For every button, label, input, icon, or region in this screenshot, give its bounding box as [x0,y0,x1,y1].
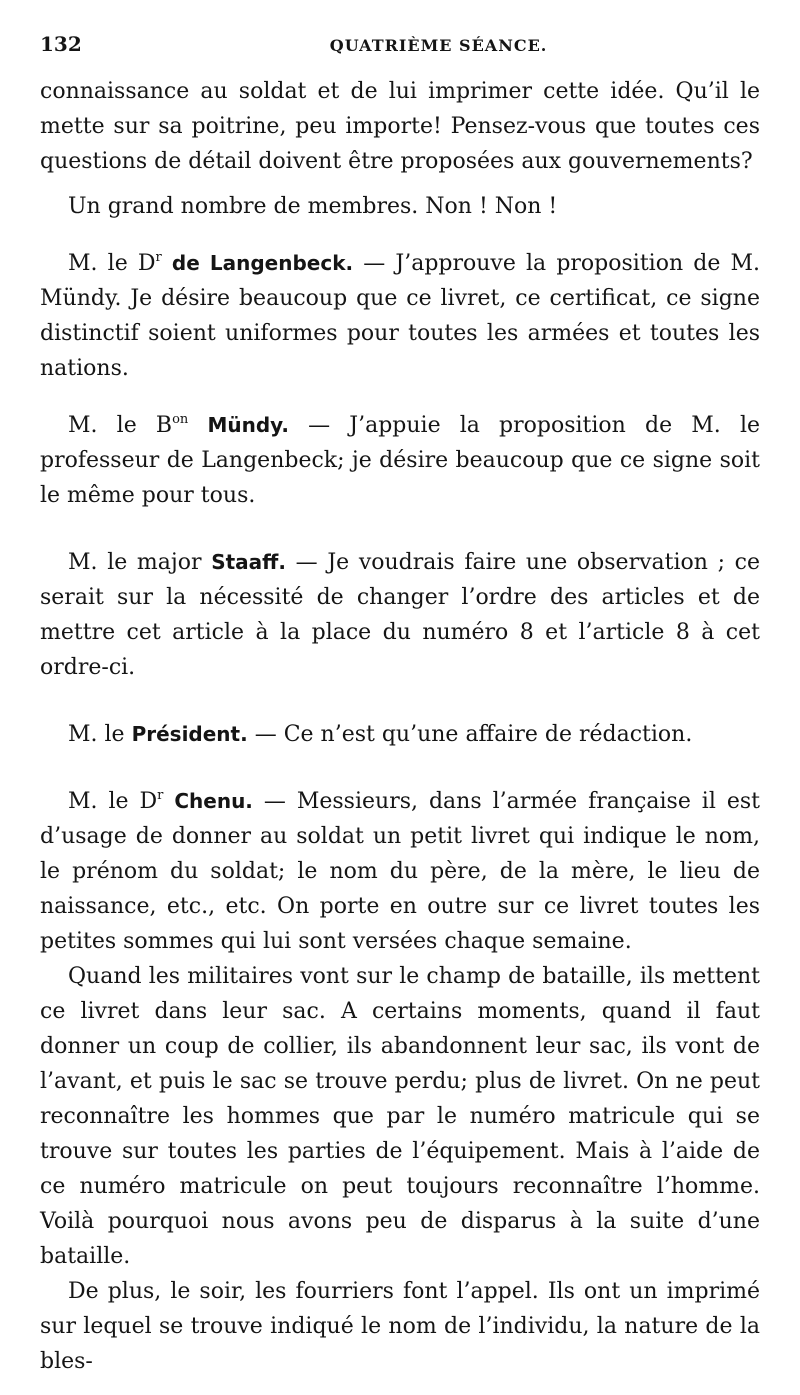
speaker-prefix: M. le D [68,251,156,276]
speaker-title-superscript: r [157,788,164,803]
page-number: 132 [40,32,82,56]
paragraph-members-reply: Un grand nombre de membres. Non ! Non ! [68,194,558,219]
speech-text: — Je voudrais faire une observation ; ce serait sur la nécessité de changer l’ordre des articles et de mettre cet article à la place du numéro 8 et l’article 8 à cet ordre-ci. [40,550,761,680]
paragraph-mundy [40,408,760,513]
speech-text: — J’approuve la proposition de M. Mündy. Je désire beaucoup que ce livret, ce certificat, ce signe distinctif soient uniformes pour toutes les armées et toutes les nations. [40,251,761,381]
speaker-title-superscript: on [172,412,189,427]
paragraph-continuation: connaissance au soldat et de lui imprimer cette idée. Qu’il le mette sur sa poitrine, peu importe! Pensez-vous que toutes ces questions de détail doivent être proposées aux gouvernements? [40,79,760,174]
speaker-prefix: M. le [68,722,125,747]
speaker-prefix: M. le major [68,550,202,575]
paragraph-langenbeck [40,246,760,386]
running-title: QUATRIÈME SÉANCE. [329,36,548,55]
paragraph-chenu [40,784,760,959]
speaker-prefix: M. le B [68,413,173,438]
speech-text: — Messieurs, dans l’armée française il est d’usage de donner au soldat un petit livret qui indique le nom, le prénom du soldat; le nom du père, de la mère, le lieu de naissance, etc., etc. On porte en outre sur ce livret toutes les petites sommes qui lui sont versées chaque semaine. [40,789,760,954]
paragraph-staaff [40,545,760,685]
speaker-name: de Langenbeck. [171,251,354,275]
speaker-name: Staaff. [211,550,286,574]
speaker-name: Président. [131,722,248,746]
speaker-name: Mündy. [207,413,289,437]
page-header [40,32,760,64]
speaker-name: Chenu. [174,789,253,813]
paragraph-battlefield: Quand les militaires vont sur le champ de bataille, ils mettent ce livret dans leur sac. A certains moments, quand il faut donner un coup de collier, ils abandonnent leur sac, ils vont de l’avant, et puis le sac se trouve perdu; plus de livret. On ne peut reconnaître les hommes que par le numéro matricule qui se trouve sur toutes les parties de l’équipement. Mais à l’aide de ce numéro matricule on peut toujours reconnaître l’homme. Voilà pourquoi nous avons peu de disparus à la suite d’une bataille. [40,964,760,1269]
speaker-prefix: M. le D [68,789,158,814]
speech-text: — Ce n’est qu’une affaire de rédaction. [254,722,693,747]
paragraph-roll-call: De plus, le soir, les fourriers font l’appel. Ils ont un imprimé sur lequel se trouve indiqué le nom de l’individu, la nature de la bles- [40,1279,760,1374]
paragraph-president [40,717,760,752]
speaker-title-superscript: r [155,250,162,265]
speech-text: — J’appuie la proposition de M. le professeur de Langenbeck; je désire beaucoup que ce signe soit le même pour tous. [40,413,761,508]
